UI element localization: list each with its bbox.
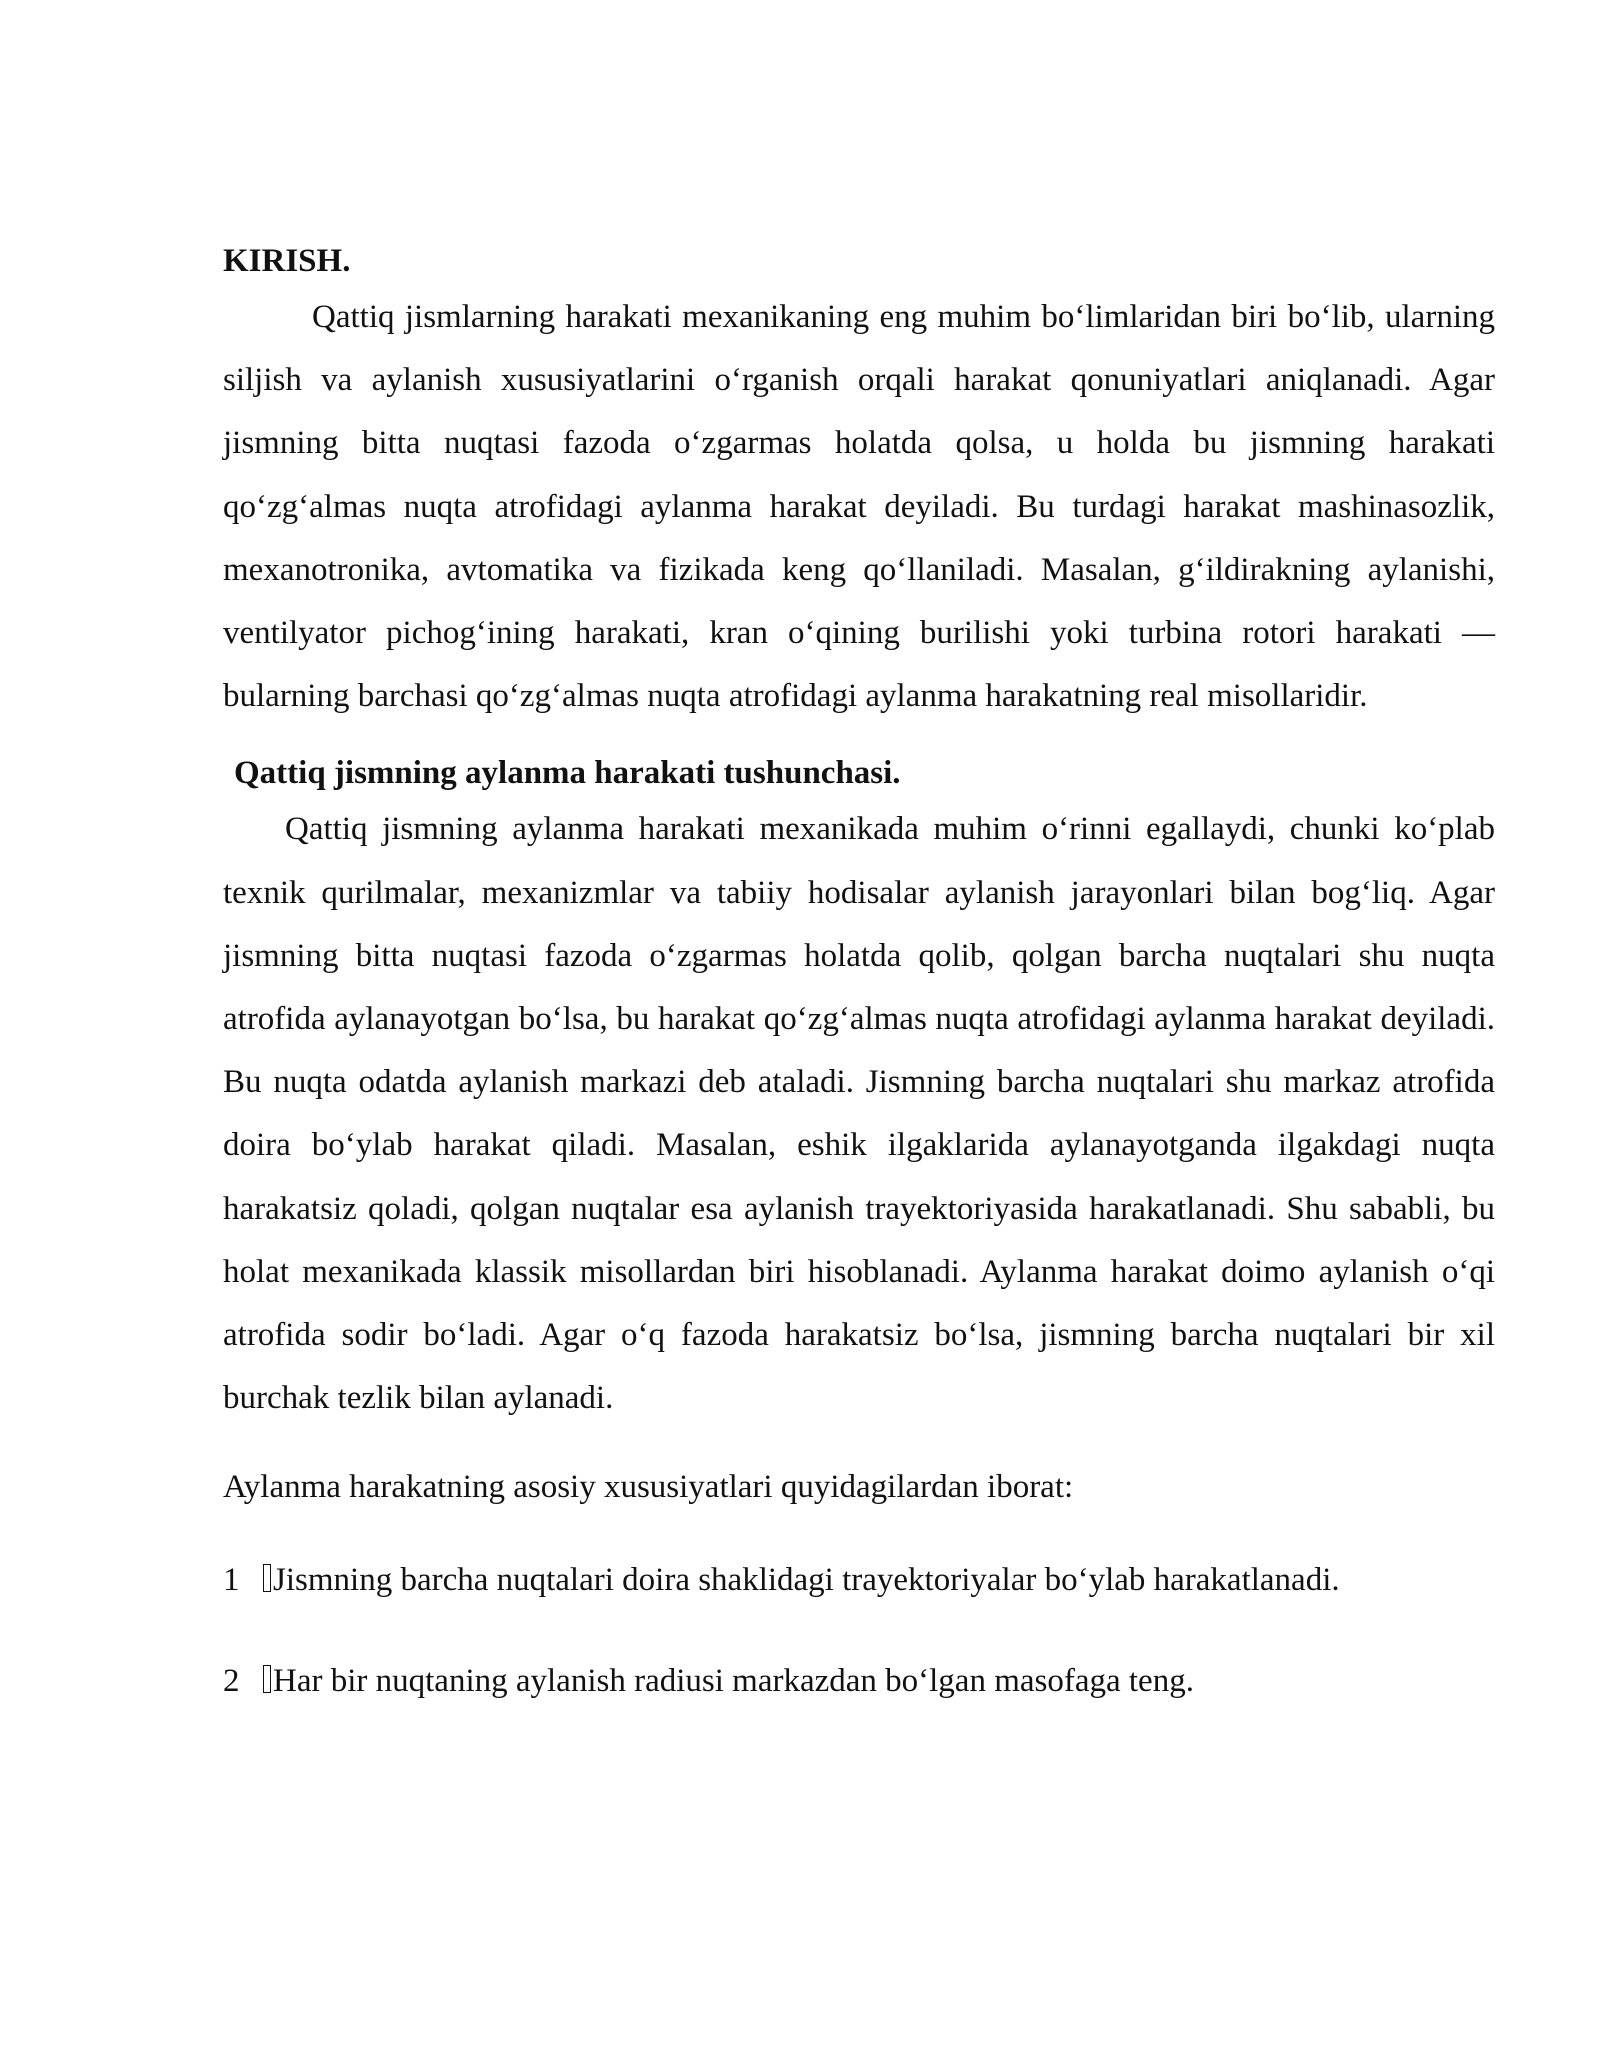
section-heading-intro: KIRISH. [223, 243, 351, 279]
properties-lead-line: Aylanma harakatning asosiy xususiyatlari quyidagilardan iborat: [223, 1469, 1074, 1506]
list-item-text: Har bir nuqtaning aylanish radiusi markazdan bo‘lgan masofaga teng. [273, 1663, 1194, 1700]
intro-paragraph: Qattiq jismlarning harakati mexanikaning eng muhim bo‘limlaridan biri bo‘lib, ularning siljish va aylanish xususiyatlarini o‘rganish orqali harakat qonuniyatlari aniqlanadi. Agar jismning bitta nuqtasi fazoda o‘zgarmas holatda qolsa, u holda bu jismning harakati qo‘zg‘almas nuqta atrofidagi aylanma harakat deyiladi. Bu turdagi harakat mashinasozlik, mexanotronika, avtomatika va fizikada keng qo‘llaniladi. Masalan, g‘ildirakning aylanishi, ventilyator pichog‘ining harakati, kran o‘qining burilishi yoki turbina rotori harakati — bularning barchasi qo‘zg‘almas nuqta atrofidagi aylanma harakatning real misollaridir. [223, 299, 1495, 715]
document-body [223, 236, 1495, 1713]
section-heading-rotation: Qattiq jismning aylanma harakati tushunchasi. [234, 755, 901, 792]
missing-glyph-icon [263, 1665, 271, 1693]
rotation-paragraph: Qattiq jismning aylanma harakati mexanikada muhim o‘rinni egallaydi, chunki ko‘plab texnik qurilmalar, mexanizmlar va tabiiy hodisalar aylanish jarayonlari bilan bog‘liq. Agar jismning bitta nuqtasi fazoda o‘zgarmas holatda qolib, qolgan barcha nuqtalari shu nuqta atrofida aylanayotgan bo‘lsa, bu harakat qo‘zg‘almas nuqta atrofidagi aylanma harakat deyiladi. Bu nuqta odatda aylanish markazi deb ataladi. Jismning barcha nuqtalari shu markaz atrofida doira bo‘ylab harakat qiladi. Masalan, eshik ilgaklarida aylanayotganda ilgakdagi nuqta harakatsiz qoladi, qolgan nuqtalar esa aylanish trayektoriyasida harakatlanadi. Shu sababli, bu holat mexanikada klassik misollardan biri hisoblanadi. Aylanma harakat doimo aylanish o‘qi atrofida sodir bo‘ladi. Agar o‘q fazoda harakatsiz bo‘lsa, jismning barcha nuqtalari bir xil burchak tezlik bilan aylanadi. [223, 811, 1495, 1417]
missing-glyph-icon [263, 1564, 271, 1592]
list-item-text: Jismning barcha nuqtalari doira shaklidagi trayektoriyalar bo‘ylab harakatlanadi. [273, 1562, 1340, 1599]
list-item [223, 1549, 1495, 1612]
list-item [223, 1650, 1495, 1713]
list-item-number: 2 [223, 1663, 240, 1700]
properties-list [223, 1549, 1495, 1713]
list-item-number: 1 [223, 1562, 240, 1599]
